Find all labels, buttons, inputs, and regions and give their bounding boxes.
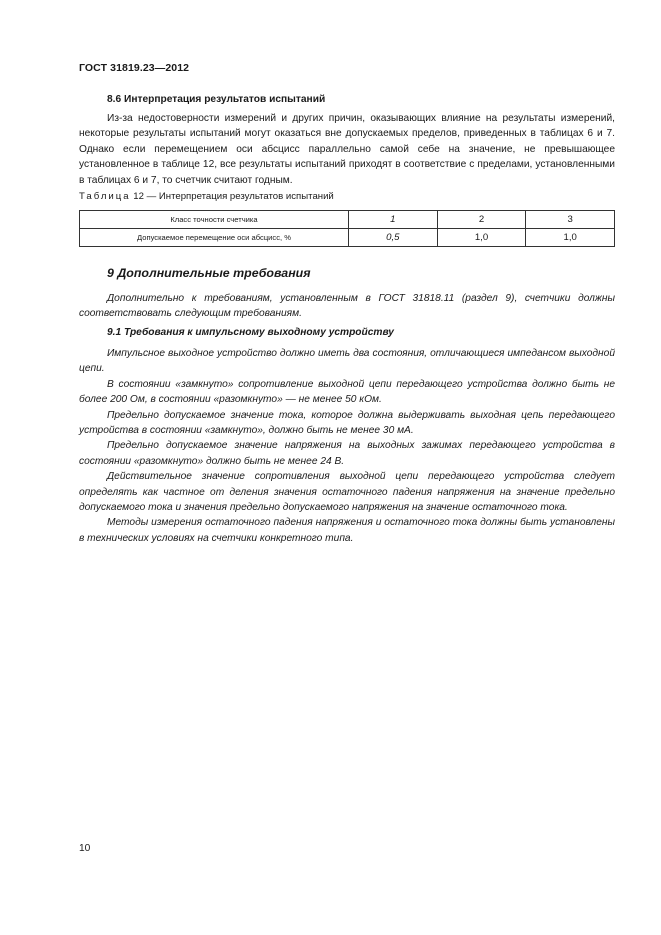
table-row-values (80, 229, 615, 247)
table-cell-label: Допускаемое перемещение оси абсцисс, % (80, 229, 349, 247)
paragraph: В состоянии «замкнуто» сопротивление выходной цепи передающего устройства должно быть не более 200 Ом, в состоянии «разомкнуто» — не менее 50 кОм. (79, 378, 615, 406)
table-cell-class-3: 3 (526, 211, 615, 229)
table-caption-rest: 12 — Интерпретация результатов испытаний (133, 191, 334, 202)
paragraph: Предельно допускаемое значение тока, которое должна выдерживать выходная цепь передающего устройства в состоянии «замкнуто», должно быть не менее 30 мА. (79, 409, 615, 437)
table-row-classes (80, 211, 615, 229)
table-caption-prefix: Таблица (79, 191, 131, 202)
table-cell-value-1: 0,5 (349, 229, 438, 247)
table-cell-class-2: 2 (437, 211, 526, 229)
section-8-6-title: 8.6 Интерпретация результатов испытаний (107, 94, 326, 105)
table-cell-label: Класс точности счетчика (80, 211, 349, 229)
table-cell-value-2: 1,0 (437, 229, 526, 247)
section-8-6-paragraph (79, 111, 615, 188)
document-header: ГОСТ 31819.23—2012 (79, 62, 190, 74)
section-9-text: Дополнительно к требованиям, установленным в ГОСТ 31818.11 (раздел 9), счетчики должны соответствовать следующим требованиям. (79, 293, 615, 320)
section-9-1-body (79, 346, 615, 546)
table-12 (79, 210, 615, 247)
section-9-title: 9 Дополнительные требования (107, 266, 311, 280)
section-8-6-text: Из-за недостоверности измерений и других причин, оказывающих влияние на результаты измерений, некоторые результаты испытаний могут оказаться вне допускаемых пределов, приведенных в таблицах 6 и 7. Однако если перемещением оси абсцисс параллельно самой себе на значение, не превышающее установленное в таблице 12, все результаты испытаний приходят в соответствие с пределами, установленными в таблицах 6 и 7, то счетчик считают годным. (79, 113, 615, 186)
table-cell-value-3: 1,0 (526, 229, 615, 247)
paragraph: Методы измерения остаточного падения напряжения и остаточного тока должны быть установлены в технических условиях на счетчики конкретного типа. (79, 517, 615, 544)
page-number: 10 (79, 843, 91, 854)
section-9-paragraph (79, 291, 615, 322)
section-9-1-title: 9.1 Требования к импульсному выходному устройству (107, 327, 394, 338)
paragraph: Предельно допускаемое значение напряжения на выходных зажимах передающего устройства в состоянии «разомкнуто» должно быть не менее 24 В. (79, 440, 615, 467)
table-12-caption (79, 191, 334, 202)
table-cell-class-1: 1 (349, 211, 438, 229)
paragraph: Действительное значение сопротивления выходной цепи передающего устройства следует определять как частное от деления значения остаточного падения напряжения на значение предельно допускаемого тока и значения предельно допускаемого напряжения на значение остаточного тока. (79, 471, 615, 514)
paragraph: Импульсное выходное устройство должно иметь два состояния, отличающиеся импедансом выходной цепи. (79, 348, 615, 375)
